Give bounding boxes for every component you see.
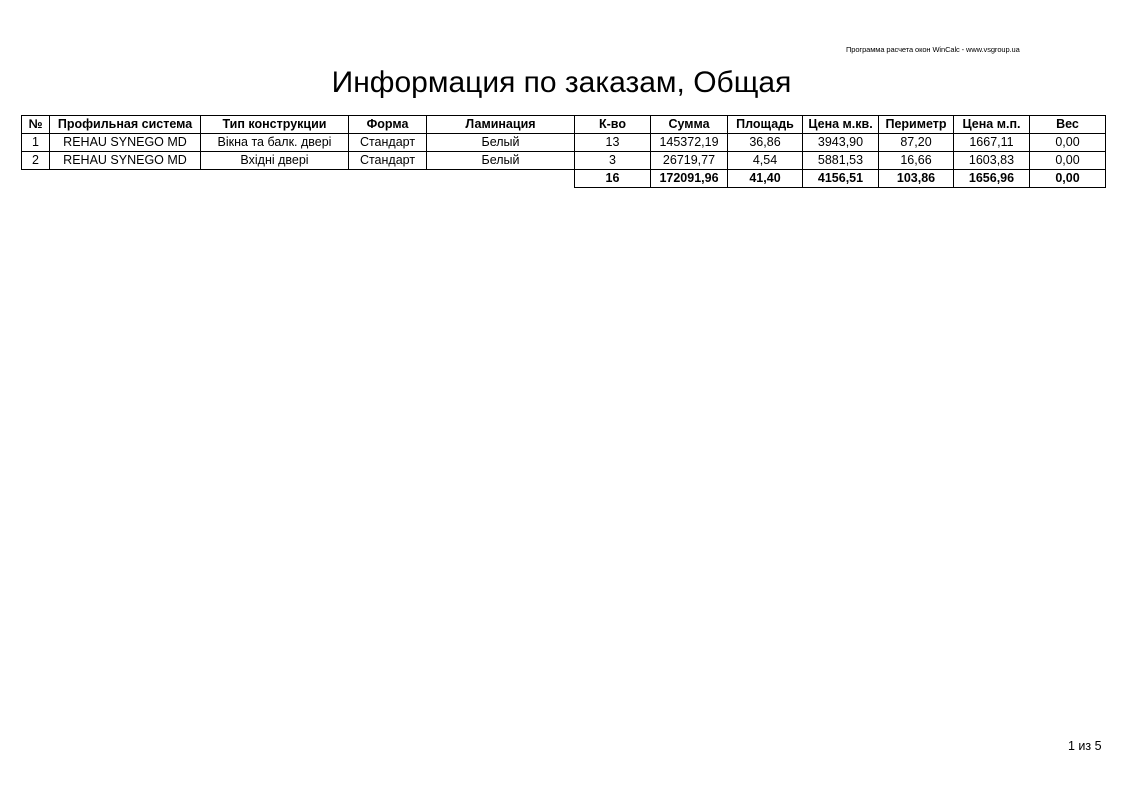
column-header-construction-type: Тип конструкции [201,116,349,134]
total-price-sqm: 4156,51 [803,170,879,188]
cell-quantity: 13 [575,134,651,152]
column-header-weight: Вес [1030,116,1106,134]
totals-spacer [22,170,575,188]
totals-row [22,170,1106,188]
table-row [22,134,1106,152]
cell-number: 1 [22,134,50,152]
cell-price-sqm: 5881,53 [803,152,879,170]
orders-table [21,115,1106,188]
column-header-price-sqm: Цена м.кв. [803,116,879,134]
cell-shape: Стандарт [349,152,427,170]
cell-lamination: Белый [427,134,575,152]
cell-price-lm: 1667,11 [954,134,1030,152]
cell-sum: 145372,19 [651,134,728,152]
cell-price-sqm: 3943,90 [803,134,879,152]
cell-area: 36,86 [728,134,803,152]
table-row [22,152,1106,170]
column-header-perimeter: Периметр [879,116,954,134]
cell-profile-system: REHAU SYNEGO MD [50,152,201,170]
column-header-area: Площадь [728,116,803,134]
cell-perimeter: 16,66 [879,152,954,170]
cell-sum: 26719,77 [651,152,728,170]
total-price-lm: 1656,96 [954,170,1030,188]
column-header-price-lm: Цена м.п. [954,116,1030,134]
page-indicator: 1 из 5 [1068,739,1102,753]
total-quantity: 16 [575,170,651,188]
cell-lamination: Белый [427,152,575,170]
total-perimeter: 103,86 [879,170,954,188]
column-header-number: № [22,116,50,134]
cell-shape: Стандарт [349,134,427,152]
column-header-sum: Сумма [651,116,728,134]
cell-profile-system: REHAU SYNEGO MD [50,134,201,152]
cell-construction-type: Вікна та балк. двері [201,134,349,152]
cell-weight: 0,00 [1030,152,1106,170]
page-title: Информация по заказам, Общая [331,66,792,99]
total-sum: 172091,96 [651,170,728,188]
column-header-shape: Форма [349,116,427,134]
program-credit: Программа расчета окон WinCalc - www.vsgroup.ua [846,45,1020,54]
cell-number: 2 [22,152,50,170]
table-header-row [22,116,1106,134]
cell-area: 4,54 [728,152,803,170]
cell-construction-type: Вхідні двері [201,152,349,170]
column-header-lamination: Ламинация [427,116,575,134]
column-header-profile-system: Профильная система [50,116,201,134]
column-header-quantity: К-во [575,116,651,134]
cell-perimeter: 87,20 [879,134,954,152]
total-area: 41,40 [728,170,803,188]
cell-quantity: 3 [575,152,651,170]
total-weight: 0,00 [1030,170,1106,188]
cell-price-lm: 1603,83 [954,152,1030,170]
cell-weight: 0,00 [1030,134,1106,152]
